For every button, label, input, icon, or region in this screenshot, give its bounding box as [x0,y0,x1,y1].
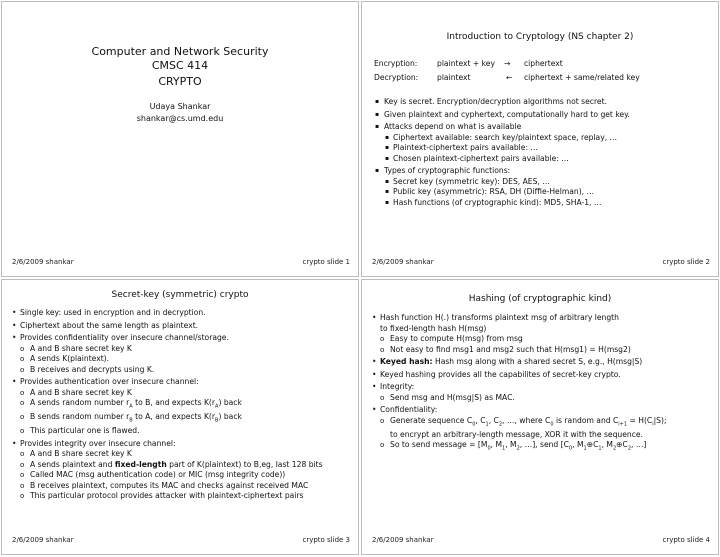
encryption-input: plaintext + key [437,59,495,68]
sub-bullet-item: ▪ Secret key (symmetric key): DES, AES, … [374,177,709,188]
footer-date: 2/6/2009 shankar [12,536,74,544]
author-info [2,101,358,125]
enc-dec-table [374,57,704,85]
sub-bullet-item: o Generate sequence $C_0$, $C_1$, $C_2$, …, where $C_0$ is random and $C_{i+1} = H(C_i|S)$; to encrypt an arbitrary-length message, XOR it with the sequence. [372,416,712,441]
sub-bullet-item: ▪ Hash functions (of cryptographic kind): MD5, SHA-1, … [374,198,709,209]
sub-bullet-item: o B receives and decrypts using K. [12,365,352,376]
author-email: shankar@cs.umd.edu [136,114,224,123]
slide-4-title: Hashing (of cryptographic kind) [468,294,612,304]
right-arrow-icon: → [504,59,511,68]
sub-bullet-item: o A sends plaintext and fixed-length part of K(plaintext) to B,eg, last 128 bits [12,460,352,471]
footer-date: 2/6/2009 shankar [372,536,434,544]
sub-bullet-item: o So to send message = [$M_0$, $M_1$, $M_2$, …], send [$C_0$, $M_1\oplus C_1$, $M_2\oplus C_2$, …] [372,440,712,454]
bullet-item: ▪ Types of cryptographic functions: ▪ Secret key (symmetric key): DES, AES, … ▪ Public key (asymmetric): RSA, DH (Diffie-Helman), … ▪ Hash functions (of cryptographic kind): MD5, SHA-1, … [374,166,709,208]
footer-slide-number: crypto slide 2 [662,258,710,266]
sub-bullet-item: o Easy to compute H(msg) from msg [372,334,712,345]
bullet-item: ▪ Key is secret. Encryption/decryption algorithms not secret. [374,97,709,108]
decryption-output: plaintext [437,73,471,82]
bullet-item: • Provides integrity over insecure channel: o A and B share secret key K o A sends plaintext and fixed-length part of K(plaintext) to B,eg, last 128 bits o Called MAC (msg authentication code) or MIC (msg integrity code)) o B receives plaintext, computes its MAC and checks against received MAC o This particular protocol provides attacker with plaintext-ciphertext pairs [12,439,352,502]
slide-2 [361,1,719,277]
bullet-item: • Provides authentication over insecure channel: o A and B share secret key K o A sends random number $r_A$ to B, and expects $K(r_A)$ back o B sends random number $r_B$ to A, and expects $K(r_B)$ back o This particular one is flawed. [12,377,352,437]
footer-slide-number: crypto slide 3 [302,536,350,544]
footer-slide-number: crypto slide 1 [302,258,350,266]
sub-bullet-item: o A and B share secret key K [12,449,352,460]
slide-4 [361,279,719,555]
topic-title: CRYPTO [158,75,202,88]
bullet-item: • Keyed hashing provides all the capabilites of secret-key crypto. [372,370,712,381]
slide-2-title: Introduction to Cryptology (NS chapter 2) [446,32,634,42]
author-name: Udaya Shankar [149,102,211,111]
sub-bullet-item: ▪ Ciphertext available: search key/plaintext space, replay, … [374,133,709,144]
bullet-item: • Single key: used in encryption and in decryption. [12,308,352,319]
sub-bullet-item: o A and B share secret key K [12,388,352,399]
course-code: CMSC 414 [151,59,209,72]
slide-1 [1,1,359,277]
left-arrow-icon: ← [506,73,513,82]
sub-bullet-item: o Send msg and H(msg|S) as MAC. [372,393,712,404]
bullet-item: ▪ Given plaintext and cyphertext, computationally hard to get key. [374,110,709,121]
decryption-label: Decryption: [374,73,419,82]
sub-bullet-item: o This particular one is flawed. [12,426,352,437]
sub-bullet-item: ▪ Chosen plaintext-ciphertext pairs available: … [374,154,709,165]
slide-3-body [12,308,352,504]
sub-bullet-item: o This particular protocol provides attacker with plaintext-ciphertext pairs [12,491,352,502]
slide-3 [1,279,359,555]
sub-bullet-item: o A sends K(plaintext). [12,354,352,365]
footer-date: 2/6/2009 shankar [372,258,434,266]
footer-date: 2/6/2009 shankar [12,258,74,266]
slide-1-title [2,45,358,89]
course-title: Computer and Network Security [91,45,269,58]
slide-4-body [372,313,712,456]
sub-bullet-item: ▪ Public key (asymmetric): RSA, DH (Diffie-Helman), … [374,187,709,198]
bullet-item: • Integrity: o Send msg and H(msg|S) as MAC. [372,382,712,403]
sub-bullet-item: o A sends random number $r_A$ to B, and expects $K(r_A)$ back [12,398,352,412]
bullet-item: • Keyed hash: Hash msg along with a shared secret S, e.g., H(msg|S) [372,357,712,368]
bullet-item: • Confidentiality: o Generate sequence $C_0$, $C_1$, $C_2$, …, where $C_0$ is random and $C_{i+1} = H(C_i|S)$; to encrypt an arbitrary-length message, XOR it with the sequence. o So to send message = [$M_0$, $M_1$, $M_2$, …], send [$C_0$, $M_1\oplus C_1$, $M_2\oplus C_2$, …] [372,405,712,454]
encryption-label: Encryption: [374,59,418,68]
bullet-item: ▪ Attacks depend on what is available ▪ Ciphertext available: search key/plaintext space, replay, … ▪ Plaintext-ciphertext pairs available: … ▪ Chosen plaintext-ciphertext pairs available: … [374,122,709,164]
encryption-output: ciphertext [524,59,563,68]
bullet-item: • Hash function H(.) transforms plaintext msg of arbitrary length to fixed-length hash H(msg) o Easy to compute H(msg) from msg o Not easy to find msg1 and msg2 such that H(msg1) = H(msg2) [372,313,712,355]
sub-bullet-item: o Called MAC (msg authentication code) or MIC (msg integrity code)) [12,470,352,481]
footer-slide-number: crypto slide 4 [662,536,710,544]
sub-bullet-item: ▪ Plaintext-ciphertext pairs available: … [374,143,709,154]
bullet-item: • Ciphertext about the same length as plaintext. [12,321,352,332]
slide-3-title: Secret-key (symmetric) crypto [111,290,249,300]
decryption-input: ciphertext + same/related key [524,73,640,82]
slide-2-body [374,97,709,208]
bullet-item: • Provides confidentiality over insecure channel/storage. o A and B share secret key K o A sends K(plaintext). o B receives and decrypts using K. [12,333,352,375]
sub-bullet-item: o A and B share secret key K [12,344,352,355]
sub-bullet-item: o Not easy to find msg1 and msg2 such that H(msg1) = H(msg2) [372,345,712,356]
sub-bullet-item: o B sends random number $r_B$ to A, and expects $K(r_B)$ back [12,412,352,426]
sub-bullet-item: o B receives plaintext, computes its MAC and checks against received MAC [12,481,352,492]
